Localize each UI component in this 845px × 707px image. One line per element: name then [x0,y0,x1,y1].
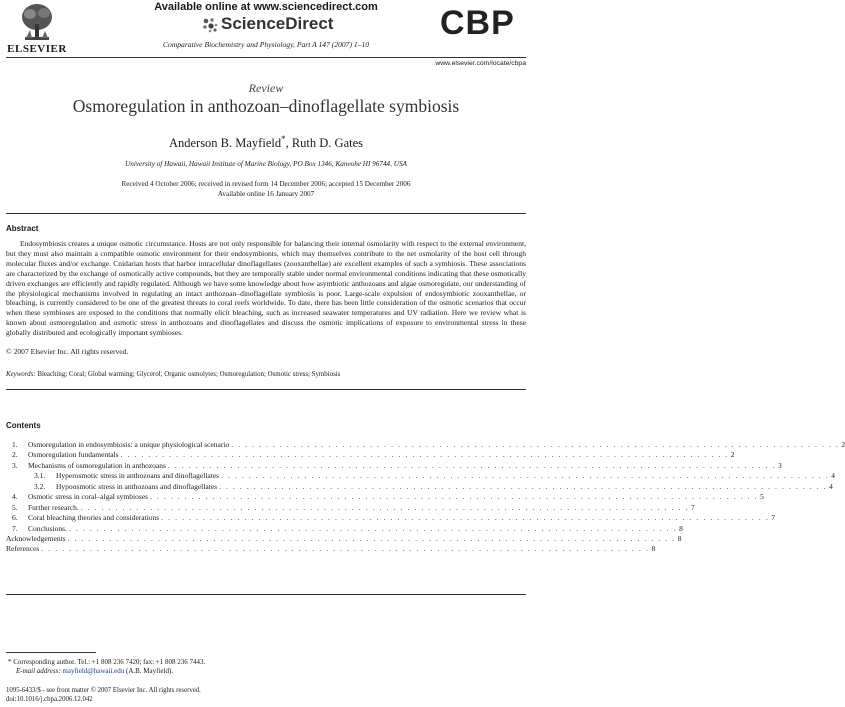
author-separator: , [285,136,292,151]
toc-entry[interactable] [6,513,776,523]
abstract-text: Endosymbiosis creates a unique osmotic circumstance. Hosts are not only responsible for balancing their internal osmolarity with respect to the external environment, but they must also maintain a compatible osmotic environment for their endosymbionts, which may themselves contribute to the net osmolarity of the host cell through molecular fluxes and/or exchange. Cnidarian hosts that harbor intracellular dinoflagellates (zooxanthellae) are excellent examples of such a symbiosis. These associations are characterized by the exchange of osmotically active compounds, but they are temporally stable under normal environmental conditions indicating that these osmotically driven exchanges are efficiently and rapidly regulated. Although we have some knowledge about how asymbiotic anthozoans and algae osmoregulate, our understanding of the physiological mechanisms involved in regulating an intact anthozoan–dinoflagellate symbiosis is poor. Large-scale expulsion of endosymbiotic zooxanthellae, or bleaching, is currently considered to be one of the greatest threats to coral reefs worldwide. To date, there has been little consideration of the osmotic scenarios that occur when these symbioses are exposed to the conditions that normally elicit bleaching, such as increased seawater temperatures and UV radiation. Here we review what is known about osmoregulation and osmotic stress in anthozoans and dinoflagellates and discuss the osmotic implications of exposure to environmental stress in these globally distributed and ecologically important symbioses. [6,239,526,338]
abstract-body [6,239,526,338]
toc-leader: . . . . . . . . . . . . . . . . . . . . . . . . . . . . . . . . . . . . . . . . . . . . . . . . . . . . . . . . . . . . . . . . . . . . . . . . . . . . . . . . . . . . . . . . [67,533,676,543]
toc-page: 7 [690,502,695,512]
toc-leader: . . . . . . . . . . . . . . . . . . . . . . . . . . . . . . . . . . . . . . . . . . . . . . . . . . . . . . . . . . . . . . . . . . . . . . . . . . . . . . . . . . . . . . . . [120,450,729,460]
header-rule [6,57,526,58]
sciencedirect-name: ScienceDirect [221,14,334,33]
toc-title[interactable]: Hypoosmotic stress in anthozoans and dinoflagellates [56,481,218,491]
abstract-heading: Abstract [6,224,39,233]
toc-title[interactable]: References [6,544,40,554]
available-date: Available online 16 January 2007 [217,189,315,198]
toc-number: 3.2. [34,481,46,491]
toc-title[interactable]: Osmoregulation in endosymbiosis: a unique physiological scenario [28,440,230,449]
toc-leader: . . . . . . . . . . . . . . . . . . . . . . . . . . . . . . . . . . . . . . . . . . . . . . . . . . . . . . . . . . . . . . . . . . . . . . . . . . . . . . . . . . . . . . . . [41,544,650,554]
publisher-name: ELSEVIER [7,43,67,55]
toc-title[interactable]: Hyperosmotic stress in anthozoans and dinoflagellates [56,471,220,481]
toc-entry[interactable] [6,471,835,481]
footnote [6,658,526,677]
keywords-label: Keywords: [6,371,36,378]
toc-page: 8 [679,523,683,533]
toc-entry[interactable] [6,481,833,492]
journal-logo [440,4,526,56]
journal-url-link[interactable]: www.elsevier.com/locate/cbpa [435,60,526,67]
toc-number: 1. [12,440,18,449]
toc-number: 4. [12,492,18,502]
toc-leader: . . . . . . . . . . . . . . . . . . . . . . . . . . . . . . . . . . . . . . . . . . . . . . . . . . . . . . . . . . . . . . . . . . . . . . . . . . . . . . . . . . . . . . . . [149,492,759,502]
paper-title: Osmoregulation in anthozoan–dinoflagellate symbiosis [72,96,460,116]
author-name[interactable]: Ruth D. Gates [291,136,364,151]
toc-number: 5. [12,502,18,512]
author-list [0,134,532,151]
toc-title[interactable]: Acknowledgements [6,533,66,543]
email-link[interactable]: mayfield@hawaii.edu [62,667,125,676]
article-type: Review [248,81,284,95]
doi-link[interactable]: doi:10.1016/j.cbpa.2006.12.042 [6,695,93,703]
toc-title[interactable]: Osmotic stress in coral–algal symbioses [28,492,148,502]
toc-number: 2. [12,450,18,460]
journal-logo-text: CBP [440,4,515,42]
toc-entry[interactable] [6,460,782,471]
article-dates [0,180,532,199]
keywords-list: Bleaching; Coral; Global warming; Glycerol; Organic osmolytes; Osmoregulation; Osmotic stress; Symbiosis [37,371,341,378]
author-name[interactable]: Anderson B. Mayfield [168,136,282,151]
abstract-top-rule [6,213,526,214]
toc-entry[interactable] [6,492,764,502]
toc-page: 4 [831,471,835,481]
journal-citation: Comparative Biochemistry and Physiology, Part A 147 (2007) 1–10 [162,40,370,49]
toc-page: 2 [730,450,735,460]
toc-leader: . . . . . . . . . . . . . . . . . . . . . . . . . . . . . . . . . . . . . . . . . . . . . . . . . . . . . . . . . . . . . . . . . . . . . . . . . . . . . . . . . . . . . . . . [231,440,840,449]
toc-number: 7. [12,523,18,533]
affiliation: University of Hawaii, Hawaii Institute of Marine Biology, PO Box 1346, Kaneohe HI 96744, USA [125,160,407,168]
toc-title[interactable]: Conclusions. [28,523,67,533]
sciencedirect-dots-icon [202,17,218,33]
toc-page: 8 [677,533,682,543]
toc-page: 4 [829,481,833,491]
email-label: E-mail address: [16,667,61,676]
toc-entry[interactable] [6,544,656,554]
available-online-banner[interactable]: Available online at www.sciencedirect.com [154,1,378,13]
contents-bottom-rule [6,594,526,595]
toc-leader: . . . . . . . . . . . . . . . . . . . . . . . . . . . . . . . . . . . . . . . . . . . . . . . . . . . . . . . . . . . . . . . . . . . . . . . . . . . . . . . . . . . . . . . . [68,523,678,533]
toc-page: 7 [771,513,776,523]
email-line [6,667,526,676]
toc-title[interactable]: Mechanisms of osmoregulation in anthozoans [28,460,166,470]
toc-entry[interactable] [6,450,735,460]
toc-number: 3. [12,460,18,470]
received-dates: Received 4 October 2006; received in revised form 14 December 2006; accepted 15 December 2006 [121,180,411,188]
toc-entry[interactable] [6,440,845,450]
toc-leader: . . . . . . . . . . . . . . . . . . . . . . . . . . . . . . . . . . . . . . . . . . . . . . . . . . . . . . . . . . . . . . . . . . . . . . . . . . . . . . . . . . . . . . . . [219,481,828,491]
toc-page: 5 [760,492,764,502]
email-suffix: (A.B. Mayfield). [126,667,174,676]
toc-leader: . . . . . . . . . . . . . . . . . . . . . . . . . . . . . . . . . . . . . . . . . . . . . . . . . . . . . . . . . . . . . . . . . . . . . . . . . . . . . . . . . . . . . . . . [161,513,770,523]
footnote-rule [6,652,96,653]
corresponding-author-note: * Corresponding author. Tel.: +1 808 236 7420; fax: +1 808 236 7443. [8,658,206,666]
toc-number: 3.1. [34,471,46,481]
toc-leader: . . . . . . . . . . . . . . . . . . . . . . . . . . . . . . . . . . . . . . . . . . . . . . . . . . . . . . . . . . . . . . . . . . . . . . . . . . . . . . . . . . . . . . . . [167,460,777,470]
toc-leader: . . . . . . . . . . . . . . . . . . . . . . . . . . . . . . . . . . . . . . . . . . . . . . . . . . . . . . . . . . . . . . . . . . . . . . . . . . . . . . . . . . . . . . . . [80,502,689,512]
toc-leader: . . . . . . . . . . . . . . . . . . . . . . . . . . . . . . . . . . . . . . . . . . . . . . . . . . . . . . . . . . . . . . . . . . . . . . . . . . . . . . . . . . . . . . . . [221,471,830,481]
toc-entry[interactable] [6,533,682,544]
abstract-bottom-rule [6,389,526,390]
toc-entry[interactable] [6,523,683,534]
toc-entry[interactable] [6,502,695,513]
corresponding-mark[interactable]: * [281,134,286,144]
toc-page: 3 [778,460,782,470]
toc-page: 8 [651,544,656,554]
table-of-contents [6,440,845,555]
abstract-copyright: © 2007 Elsevier Inc. All rights reserved. [6,347,129,356]
toc-page: 2 [841,440,845,449]
toc-number: 6. [12,513,18,523]
contents-heading: Contents [6,421,41,430]
toc-title[interactable]: Osmoregulation fundamentals [28,450,119,460]
article-footer [6,687,201,705]
toc-title[interactable]: Coral bleaching theories and considerations [28,513,160,523]
issn-line: 1095-6433/$ - see front matter © 2007 Elsevier Inc. All rights reserved. [6,687,201,694]
toc-title[interactable]: Further research. [28,502,79,512]
keywords [6,371,526,378]
